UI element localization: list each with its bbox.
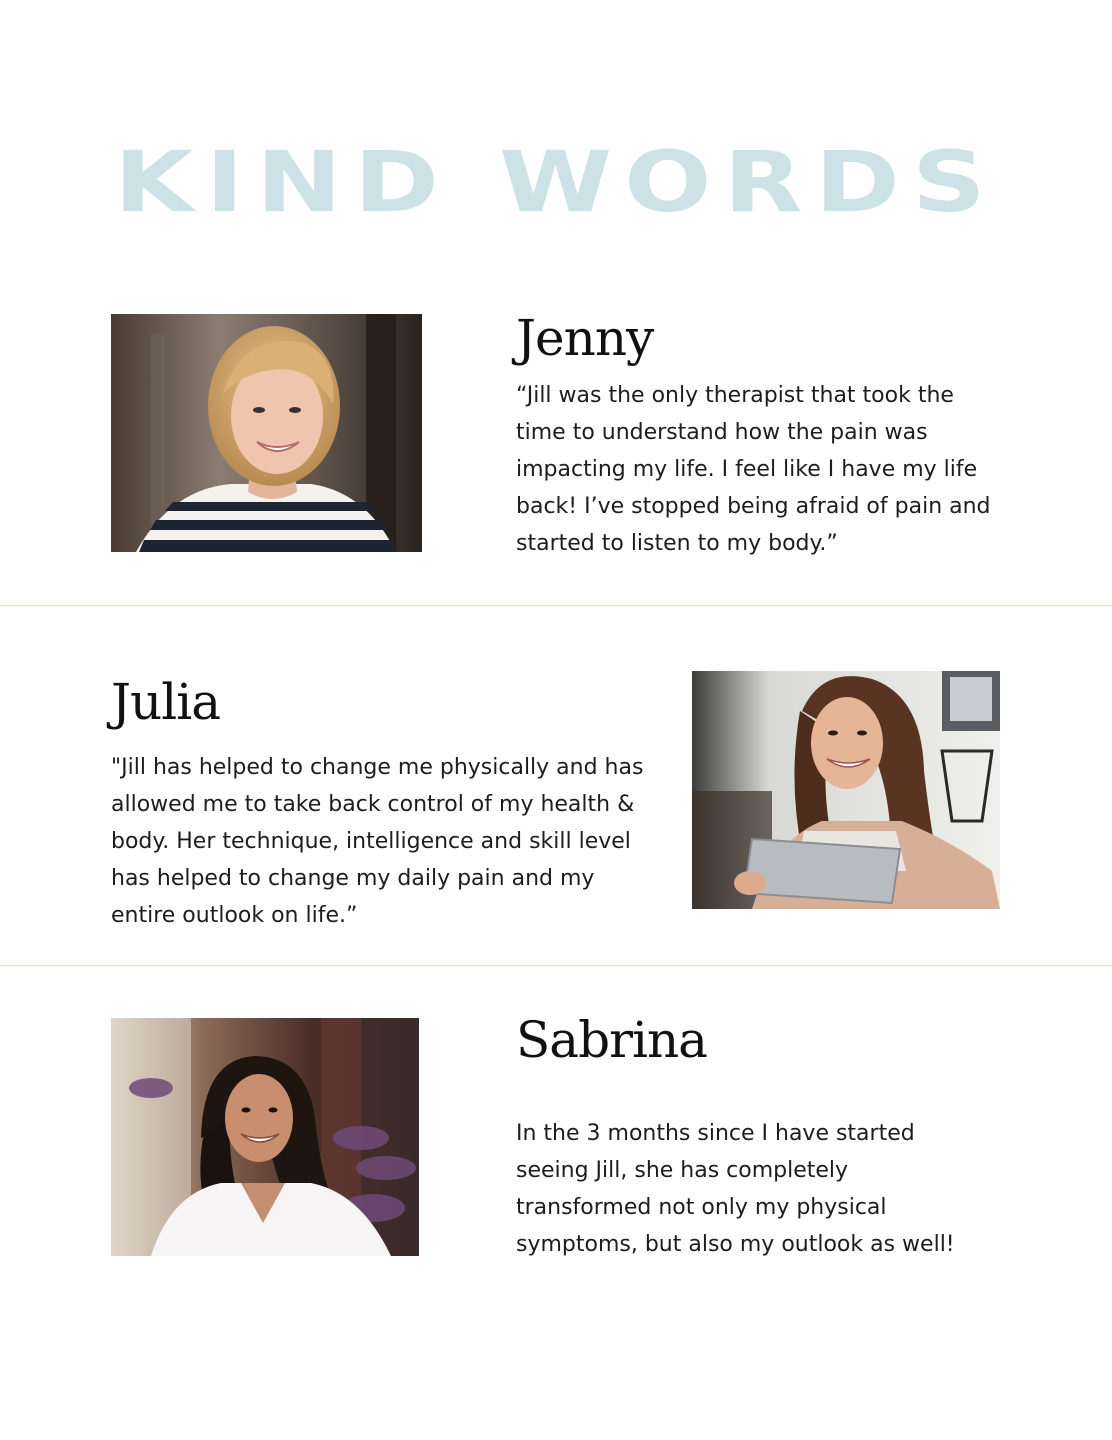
testimonial-name-jenny: Jenny <box>516 309 654 367</box>
testimonial-quote-julia: "Jill has helped to change me physically and has allowed me to take back control of my health & body. Her technique, intelligence and skill level has helped to change my daily pain and my entire outlook on life.” <box>111 755 644 928</box>
section-divider <box>0 965 1112 966</box>
testimonial-name-julia: Julia <box>111 673 221 731</box>
testimonial-quote-jenny: “Jill was the only therapist that took the time to understand how the pain was impacting my life. I feel like I have my life back! I’ve stopped being afraid of pain and started to listen to my body.” <box>516 383 991 556</box>
testimonial-photo-jenny <box>111 314 422 552</box>
testimonial-name-sabrina: Sabrina <box>516 1011 707 1069</box>
page-heading: KIND WORDS <box>113 133 999 231</box>
testimonial-photo-sabrina <box>111 1018 419 1256</box>
section-divider <box>0 605 1112 606</box>
testimonial-photo-julia <box>692 671 1000 909</box>
testimonial-quote-sabrina: In the 3 months since I have started seeing Jill, she has completely transformed not only my physical symptoms, but also my outlook as well! <box>516 1121 955 1257</box>
